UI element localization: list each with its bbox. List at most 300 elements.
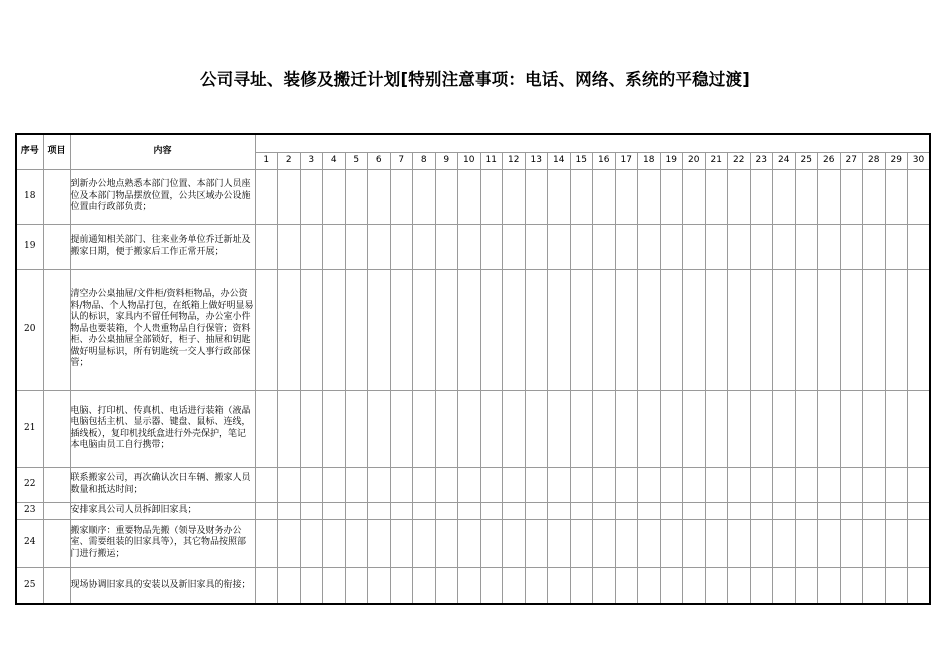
table-row: [16, 519, 930, 567]
schedule-cell: [683, 467, 706, 502]
schedule-cell: [728, 467, 751, 502]
schedule-cell: [368, 567, 391, 604]
schedule-cell: [593, 519, 616, 567]
day-header: 8: [413, 152, 436, 169]
schedule-cell: [570, 269, 593, 390]
row-content: 提前通知相关部门、往来业务单位乔迁新址及搬家日期，便于搬家后工作正常开展；: [70, 224, 255, 269]
schedule-cell: [818, 224, 841, 269]
schedule-cell: [525, 224, 548, 269]
schedule-cell: [570, 519, 593, 567]
schedule-cell: [683, 567, 706, 604]
schedule-cell: [435, 467, 458, 502]
schedule-cell: [570, 390, 593, 467]
schedule-cell: [480, 519, 503, 567]
schedule-cell: [548, 169, 571, 224]
schedule-cell: [728, 519, 751, 567]
schedule-cell: [413, 567, 436, 604]
schedule-cell: [570, 224, 593, 269]
schedule-cell: [795, 224, 818, 269]
schedule-cell: [660, 467, 683, 502]
schedule-cell: [593, 269, 616, 390]
schedule-cell: [773, 502, 796, 519]
schedule-cell: [638, 519, 661, 567]
day-header: 2: [278, 152, 301, 169]
schedule-cell: [548, 467, 571, 502]
schedule-cell: [435, 269, 458, 390]
schedule-cell: [840, 467, 863, 502]
row-number: 20: [16, 269, 43, 390]
schedule-cell: [278, 224, 301, 269]
schedule-cell: [525, 390, 548, 467]
schedule-cell: [705, 467, 728, 502]
day-header: 18: [638, 152, 661, 169]
schedule-cell: [908, 390, 931, 467]
day-header: 21: [705, 152, 728, 169]
schedule-cell: [323, 519, 346, 567]
schedule-cell: [840, 519, 863, 567]
schedule-cell: [435, 519, 458, 567]
day-header: 16: [593, 152, 616, 169]
schedule-cell: [660, 169, 683, 224]
schedule-cell: [615, 567, 638, 604]
schedule-cell: [435, 567, 458, 604]
schedule-cell: [548, 567, 571, 604]
schedule-cell: [525, 169, 548, 224]
schedule-cell: [638, 269, 661, 390]
row-content: 搬家顺序：重要物品先搬（领导及财务办公室、需要组装的旧家具等），其它物品按照部门进行搬运；: [70, 519, 255, 567]
schedule-cell: [728, 224, 751, 269]
schedule-cell: [593, 502, 616, 519]
schedule-cell: [908, 502, 931, 519]
schedule-cell: [728, 502, 751, 519]
schedule-cell: [750, 467, 773, 502]
schedule-cell: [503, 169, 526, 224]
schedule-cell: [480, 169, 503, 224]
schedule-cell: [818, 567, 841, 604]
schedule-cell: [705, 519, 728, 567]
schedule-cell: [750, 519, 773, 567]
schedule-cell: [773, 224, 796, 269]
schedule-cell: [255, 169, 278, 224]
schedule-cell: [750, 224, 773, 269]
schedule-cell: [885, 567, 908, 604]
schedule-cell: [278, 519, 301, 567]
schedule-cell: [278, 502, 301, 519]
day-header: 12: [503, 152, 526, 169]
schedule-cell: [413, 502, 436, 519]
schedule-cell: [750, 390, 773, 467]
row-item: [43, 269, 70, 390]
row-item: [43, 567, 70, 604]
schedule-cell: [750, 169, 773, 224]
row-number: 21: [16, 390, 43, 467]
schedule-cell: [345, 390, 368, 467]
schedule-cell: [683, 169, 706, 224]
schedule-cell: [773, 169, 796, 224]
schedule-cell: [345, 169, 368, 224]
schedule-cell: [795, 567, 818, 604]
schedule-cell: [503, 390, 526, 467]
schedule-cell: [570, 467, 593, 502]
schedule-cell: [750, 567, 773, 604]
schedule-cell: [503, 567, 526, 604]
schedule-cell: [413, 519, 436, 567]
schedule-cell: [503, 467, 526, 502]
schedule-cell: [638, 467, 661, 502]
schedule-cell: [615, 390, 638, 467]
schedule-cell: [323, 269, 346, 390]
schedule-cell: [908, 567, 931, 604]
day-header: 13: [525, 152, 548, 169]
schedule-cell: [908, 224, 931, 269]
schedule-cell: [278, 390, 301, 467]
schedule-cell: [615, 224, 638, 269]
schedule-cell: [458, 519, 481, 567]
schedule-cell: [840, 224, 863, 269]
schedule-cell: [908, 269, 931, 390]
schedule-cell: [728, 390, 751, 467]
schedule-cell: [660, 519, 683, 567]
schedule-cell: [480, 467, 503, 502]
schedule-cell: [390, 169, 413, 224]
schedule-cell: [300, 502, 323, 519]
row-content: 到新办公地点熟悉本部门位置、本部门人员座位及本部门物品摆放位置，公共区域办公设施位置由行政部负责；: [70, 169, 255, 224]
schedule-cell: [863, 567, 886, 604]
schedule-cell: [615, 169, 638, 224]
schedule-cell: [323, 224, 346, 269]
schedule-cell: [435, 169, 458, 224]
schedule-cell: [728, 567, 751, 604]
schedule-table: [15, 133, 931, 605]
schedule-cell: [458, 224, 481, 269]
day-header: 19: [660, 152, 683, 169]
table-row: [16, 224, 930, 269]
schedule-cell: [413, 169, 436, 224]
schedule-cell: [593, 169, 616, 224]
schedule-cell: [885, 467, 908, 502]
schedule-cell: [660, 567, 683, 604]
schedule-cell: [638, 390, 661, 467]
schedule-cell: [840, 567, 863, 604]
day-header: 22: [728, 152, 751, 169]
schedule-cell: [480, 502, 503, 519]
table-row: [16, 567, 930, 604]
row-item: [43, 467, 70, 502]
header-content: 内容: [70, 134, 255, 169]
schedule-cell: [885, 269, 908, 390]
schedule-cell: [390, 519, 413, 567]
schedule-cell: [683, 502, 706, 519]
page-title: 公司寻址、装修及搬迁计划[特别注意事项：电话、网络、系统的平稳过渡]: [200, 70, 750, 89]
day-header: 24: [773, 152, 796, 169]
schedule-cell: [413, 390, 436, 467]
row-content: 清空办公桌抽屉/文件柜/资料柜物品，办公资料/物品、个人物品打包，在纸箱上做好明显易认的标识，家具内不留任何物品，办公室小件物品也要装箱，个人贵重物品自行保管；资料柜、办公桌抽屉全部锁好，柜子、抽屉和钥匙做好明显标识，所有钥匙统一交人事行政部保管；: [70, 269, 255, 390]
schedule-cell: [390, 502, 413, 519]
schedule-cell: [908, 519, 931, 567]
schedule-cell: [345, 224, 368, 269]
schedule-cell: [885, 390, 908, 467]
schedule-cell: [435, 224, 458, 269]
schedule-cell: [705, 224, 728, 269]
schedule-cell: [863, 467, 886, 502]
day-header: 15: [570, 152, 593, 169]
schedule-cell: [593, 467, 616, 502]
row-number: 22: [16, 467, 43, 502]
schedule-cell: [323, 567, 346, 604]
schedule-cell: [390, 224, 413, 269]
schedule-cell: [390, 467, 413, 502]
schedule-cell: [345, 567, 368, 604]
schedule-cell: [660, 269, 683, 390]
schedule-cell: [458, 269, 481, 390]
schedule-cell: [525, 567, 548, 604]
day-header: 17: [615, 152, 638, 169]
schedule-cell: [660, 224, 683, 269]
day-header: 3: [300, 152, 323, 169]
schedule-cell: [750, 502, 773, 519]
schedule-cell: [278, 467, 301, 502]
schedule-cell: [638, 567, 661, 604]
row-content: 电脑、打印机、传真机、电话进行装箱（液晶电脑包括主机、显示器、键盘、鼠标、连线，插线板），复印机找纸盒进行外壳保护，笔记本电脑由员工自行携带；: [70, 390, 255, 467]
schedule-cell: [795, 169, 818, 224]
schedule-cell: [255, 224, 278, 269]
schedule-cell: [323, 502, 346, 519]
day-header: 23: [750, 152, 773, 169]
schedule-cell: [638, 224, 661, 269]
schedule-cell: [548, 519, 571, 567]
day-header: 1: [255, 152, 278, 169]
row-content: 联系搬家公司，再次确认次日车辆、搬家人员数量和抵达时间；: [70, 467, 255, 502]
day-header: 25: [795, 152, 818, 169]
schedule-cell: [458, 169, 481, 224]
schedule-cell: [570, 169, 593, 224]
schedule-cell: [300, 467, 323, 502]
header-seq: 序号: [16, 134, 43, 169]
schedule-cell: [300, 269, 323, 390]
schedule-cell: [255, 519, 278, 567]
schedule-cell: [683, 269, 706, 390]
schedule-cell: [728, 169, 751, 224]
day-header: 4: [323, 152, 346, 169]
schedule-cell: [705, 390, 728, 467]
schedule-cell: [908, 169, 931, 224]
schedule-cell: [323, 169, 346, 224]
schedule-cell: [525, 519, 548, 567]
table-row: [16, 169, 930, 224]
day-header: 11: [480, 152, 503, 169]
schedule-cell: [863, 502, 886, 519]
schedule-cell: [818, 467, 841, 502]
schedule-cell: [840, 502, 863, 519]
schedule-cell: [255, 567, 278, 604]
schedule-cell: [705, 502, 728, 519]
schedule-cell: [503, 269, 526, 390]
schedule-cell: [885, 519, 908, 567]
schedule-cell: [615, 467, 638, 502]
day-header: 20: [683, 152, 706, 169]
row-number: 23: [16, 502, 43, 519]
schedule-cell: [503, 224, 526, 269]
schedule-cell: [818, 390, 841, 467]
schedule-cell: [885, 169, 908, 224]
schedule-cell: [660, 502, 683, 519]
schedule-cell: [593, 567, 616, 604]
row-item: [43, 224, 70, 269]
schedule-cell: [255, 467, 278, 502]
schedule-cell: [278, 169, 301, 224]
schedule-cell: [368, 502, 391, 519]
schedule-cell: [548, 269, 571, 390]
day-header: 6: [368, 152, 391, 169]
schedule-cell: [480, 224, 503, 269]
schedule-cell: [435, 390, 458, 467]
schedule-cell: [638, 502, 661, 519]
day-header: 29: [885, 152, 908, 169]
schedule-cell: [278, 269, 301, 390]
day-header: 26: [818, 152, 841, 169]
schedule-cell: [840, 269, 863, 390]
schedule-cell: [615, 269, 638, 390]
schedule-cell: [548, 224, 571, 269]
schedule-cell: [413, 224, 436, 269]
schedule-cell: [818, 269, 841, 390]
schedule-cell: [368, 390, 391, 467]
schedule-cell: [818, 169, 841, 224]
schedule-cell: [548, 390, 571, 467]
schedule-cell: [368, 169, 391, 224]
schedule-cell: [638, 169, 661, 224]
schedule-cell: [795, 390, 818, 467]
schedule-cell: [503, 502, 526, 519]
schedule-cell: [413, 269, 436, 390]
schedule-cell: [525, 502, 548, 519]
schedule-cell: [683, 519, 706, 567]
schedule-cell: [255, 269, 278, 390]
schedule-cell: [795, 502, 818, 519]
schedule-cell: [413, 467, 436, 502]
schedule-cell: [503, 519, 526, 567]
schedule-cell: [368, 467, 391, 502]
schedule-cell: [840, 169, 863, 224]
schedule-cell: [458, 567, 481, 604]
day-header: 10: [458, 152, 481, 169]
schedule-cell: [345, 519, 368, 567]
row-item: [43, 502, 70, 519]
schedule-cell: [458, 467, 481, 502]
schedule-cell: [705, 169, 728, 224]
schedule-cell: [480, 390, 503, 467]
schedule-cell: [323, 467, 346, 502]
schedule-cell: [795, 519, 818, 567]
day-header: 5: [345, 152, 368, 169]
schedule-cell: [345, 269, 368, 390]
row-number: 18: [16, 169, 43, 224]
schedule-cell: [885, 502, 908, 519]
schedule-cell: [773, 567, 796, 604]
table-row: [16, 502, 930, 519]
schedule-cell: [525, 269, 548, 390]
schedule-cell: [300, 224, 323, 269]
row-item: [43, 169, 70, 224]
schedule-cell: [750, 269, 773, 390]
row-number: 19: [16, 224, 43, 269]
schedule-cell: [863, 519, 886, 567]
schedule-cell: [773, 269, 796, 390]
day-header: 7: [390, 152, 413, 169]
schedule-cell: [683, 390, 706, 467]
schedule-cell: [570, 502, 593, 519]
schedule-cell: [795, 467, 818, 502]
day-header: 9: [435, 152, 458, 169]
row-content: 安排家具公司人员拆卸旧家具；: [70, 502, 255, 519]
schedule-cell: [818, 502, 841, 519]
row-item: [43, 390, 70, 467]
schedule-cell: [773, 467, 796, 502]
schedule-cell: [278, 567, 301, 604]
header-item: 项目: [43, 134, 70, 169]
schedule-cell: [390, 390, 413, 467]
schedule-cell: [593, 224, 616, 269]
schedule-cell: [480, 269, 503, 390]
schedule-cell: [705, 269, 728, 390]
schedule-cell: [345, 502, 368, 519]
schedule-cell: [818, 519, 841, 567]
row-number: 24: [16, 519, 43, 567]
schedule-cell: [300, 390, 323, 467]
schedule-cell: [525, 467, 548, 502]
schedule-cell: [615, 502, 638, 519]
schedule-cell: [660, 390, 683, 467]
schedule-cell: [615, 519, 638, 567]
schedule-cell: [368, 224, 391, 269]
schedule-cell: [300, 519, 323, 567]
schedule-cell: [255, 502, 278, 519]
schedule-cell: [480, 567, 503, 604]
day-header: 30: [908, 152, 931, 169]
schedule-cell: [593, 390, 616, 467]
schedule-cell: [368, 519, 391, 567]
table-row: [16, 269, 930, 390]
schedule-cell: [863, 224, 886, 269]
schedule-cell: [863, 269, 886, 390]
day-header: 28: [863, 152, 886, 169]
schedule-cell: [863, 390, 886, 467]
schedule-cell: [728, 269, 751, 390]
schedule-cell: [323, 390, 346, 467]
schedule-cell: [840, 390, 863, 467]
schedule-cell: [368, 269, 391, 390]
schedule-cell: [300, 169, 323, 224]
schedule-cell: [548, 502, 571, 519]
table-row: [16, 390, 930, 467]
schedule-cell: [885, 224, 908, 269]
schedule-cell: [255, 390, 278, 467]
row-number: 25: [16, 567, 43, 604]
schedule-cell: [773, 519, 796, 567]
table-row: [16, 467, 930, 502]
schedule-cell: [300, 567, 323, 604]
schedule-cell: [390, 567, 413, 604]
row-content: 现场协调旧家具的安装以及新旧家具的衔接；: [70, 567, 255, 604]
schedule-cell: [795, 269, 818, 390]
schedule-cell: [458, 390, 481, 467]
schedule-cell: [705, 567, 728, 604]
schedule-cell: [570, 567, 593, 604]
header-day-blank: [255, 134, 930, 152]
schedule-cell: [345, 467, 368, 502]
schedule-cell: [863, 169, 886, 224]
schedule-cell: [390, 269, 413, 390]
